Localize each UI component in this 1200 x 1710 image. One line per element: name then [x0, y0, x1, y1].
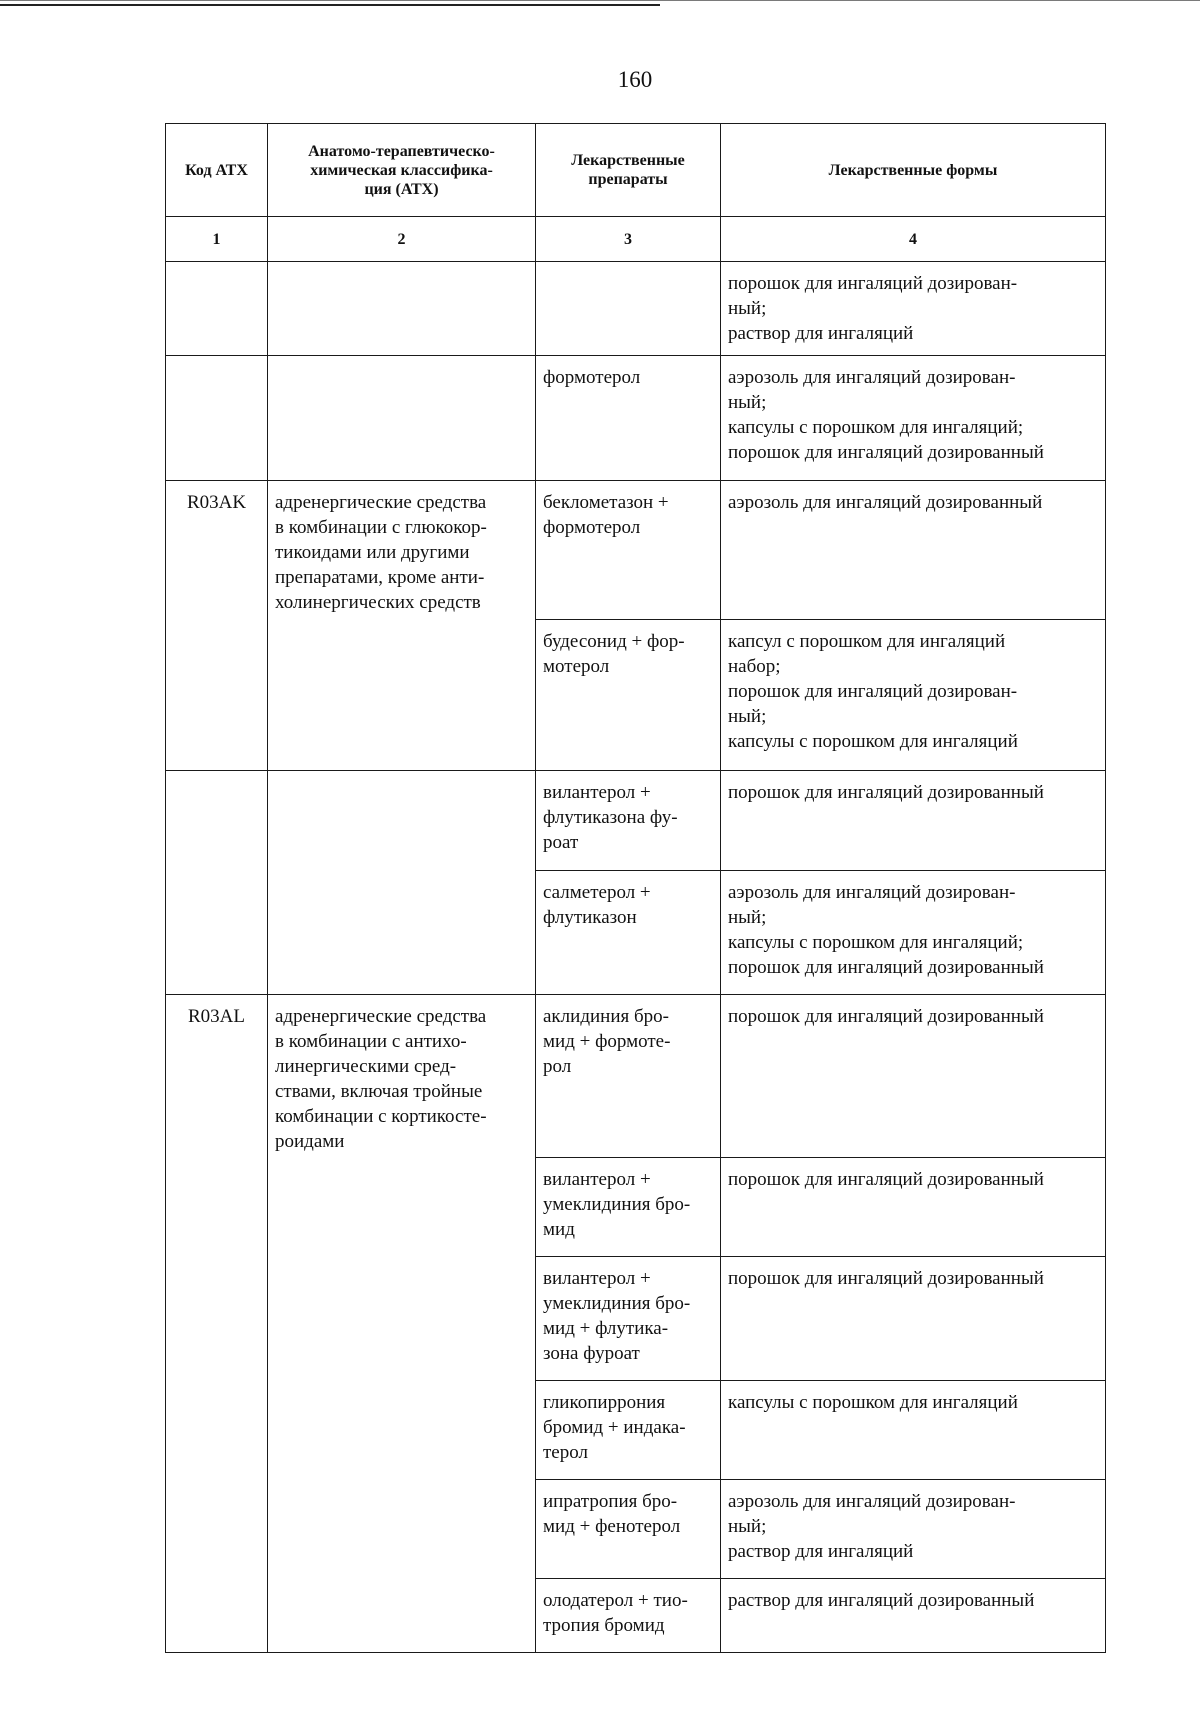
- table-row: [166, 481, 1106, 620]
- classification-cell: [268, 1158, 536, 1257]
- code-cell: [166, 619, 268, 770]
- table-row: [166, 770, 1106, 870]
- drug-cell: беклометазон + формотерол: [536, 481, 721, 620]
- header-row: [166, 124, 1106, 217]
- table-row: [166, 870, 1106, 994]
- table-row: [166, 1257, 1106, 1381]
- classification-cell: [268, 619, 536, 770]
- forms-cell: порошок для ингаляций дозированный: [721, 994, 1106, 1158]
- header-code: Код АТХ: [166, 124, 268, 217]
- forms-cell: раствор для ингаляций дозированный: [721, 1579, 1106, 1653]
- table-row: [166, 356, 1106, 481]
- atx-table: [165, 123, 1106, 1653]
- drug-cell: ипратропия бро- мид + фенотерол: [536, 1480, 721, 1579]
- code-cell: [166, 1579, 268, 1653]
- classification-cell: [268, 1579, 536, 1653]
- drug-cell: [536, 262, 721, 356]
- column-number-row: [166, 217, 1106, 262]
- classification-cell: адренергические средства в комбинации с глюкокор- тикоидами или другими препаратами, кроме анти- холинергических средств: [268, 481, 536, 620]
- forms-cell: аэрозоль для ингаляций дозирован- ный; капсулы с порошком для ингаляций; порошок для ингаляций дозированный: [721, 356, 1106, 481]
- classification-cell: [268, 356, 536, 481]
- drug-cell: формотерол: [536, 356, 721, 481]
- forms-cell: аэрозоль для ингаляций дозирован- ный; раствор для ингаляций: [721, 1480, 1106, 1579]
- table-row: [166, 1158, 1106, 1257]
- classification-cell: адренергические средства в комбинации с антихо- линергическими сред- ствами, включая тройные комбинации с кортикосте- роидами: [268, 994, 536, 1158]
- drug-cell: олодатерол + тио- тропия бромид: [536, 1579, 721, 1653]
- drug-cell: будесонид + фор- мотерол: [536, 619, 721, 770]
- forms-cell: капсул с порошком для ингаляций набор; порошок для ингаляций дозирован- ный; капсулы с порошком для ингаляций: [721, 619, 1106, 770]
- forms-cell: порошок для ингаляций дозированный: [721, 1158, 1106, 1257]
- code-cell: [166, 1480, 268, 1579]
- forms-cell: капсулы с порошком для ингаляций: [721, 1381, 1106, 1480]
- forms-cell: порошок для ингаляций дозированный: [721, 770, 1106, 870]
- forms-cell: порошок для ингаляций дозированный: [721, 1257, 1106, 1381]
- column-number-2: 2: [268, 217, 536, 262]
- drug-cell: вилантерол + умеклидиния бро- мид + флутика- зона фуроат: [536, 1257, 721, 1381]
- drug-cell: гликопиррония бромид + индака- терол: [536, 1381, 721, 1480]
- column-number-4: 4: [721, 217, 1106, 262]
- table-row: [166, 994, 1106, 1158]
- drug-cell: аклидиния бро- мид + формоте- рол: [536, 994, 721, 1158]
- page-number: 160: [617, 67, 653, 92]
- code-cell: [166, 1158, 268, 1257]
- classification-cell: [268, 1480, 536, 1579]
- drug-cell: вилантерол + умеклидиния бро- мид: [536, 1158, 721, 1257]
- classification-cell: [268, 262, 536, 356]
- code-cell: [166, 356, 268, 481]
- table-row: [166, 1381, 1106, 1480]
- code-cell: [166, 1381, 268, 1480]
- header-forms: Лекарственные формы: [721, 124, 1106, 217]
- classification-cell: [268, 1257, 536, 1381]
- code-cell: [166, 870, 268, 994]
- drug-cell: салметерол + флутиказон: [536, 870, 721, 994]
- table-row: [166, 262, 1106, 356]
- forms-cell: аэрозоль для ингаляций дозирован- ный; капсулы с порошком для ингаляций; порошок для ингаляций дозированный: [721, 870, 1106, 994]
- forms-cell: порошок для ингаляций дозирован- ный; раствор для ингаляций: [721, 262, 1106, 356]
- table-row: [166, 619, 1106, 770]
- code-cell: [166, 1257, 268, 1381]
- column-number-3: 3: [536, 217, 721, 262]
- table-row: [166, 1480, 1106, 1579]
- forms-cell: аэрозоль для ингаляций дозированный: [721, 481, 1106, 620]
- code-cell: [166, 770, 268, 870]
- header-classification: Анатомо-терапевтическо- химическая классифика- ция (АТХ): [268, 124, 536, 217]
- classification-cell: [268, 1381, 536, 1480]
- code-cell: R03AK: [166, 481, 268, 620]
- header-drugs: Лекарственные препараты: [536, 124, 721, 217]
- code-cell: R03AL: [166, 994, 268, 1158]
- column-number-1: 1: [166, 217, 268, 262]
- table-row: [166, 1579, 1106, 1653]
- scan-border-top: [0, 4, 660, 6]
- code-cell: [166, 262, 268, 356]
- scan-border-top-right: [0, 0, 1200, 1]
- classification-cell: [268, 870, 536, 994]
- drug-cell: вилантерол + флутиказона фу- роат: [536, 770, 721, 870]
- classification-cell: [268, 770, 536, 870]
